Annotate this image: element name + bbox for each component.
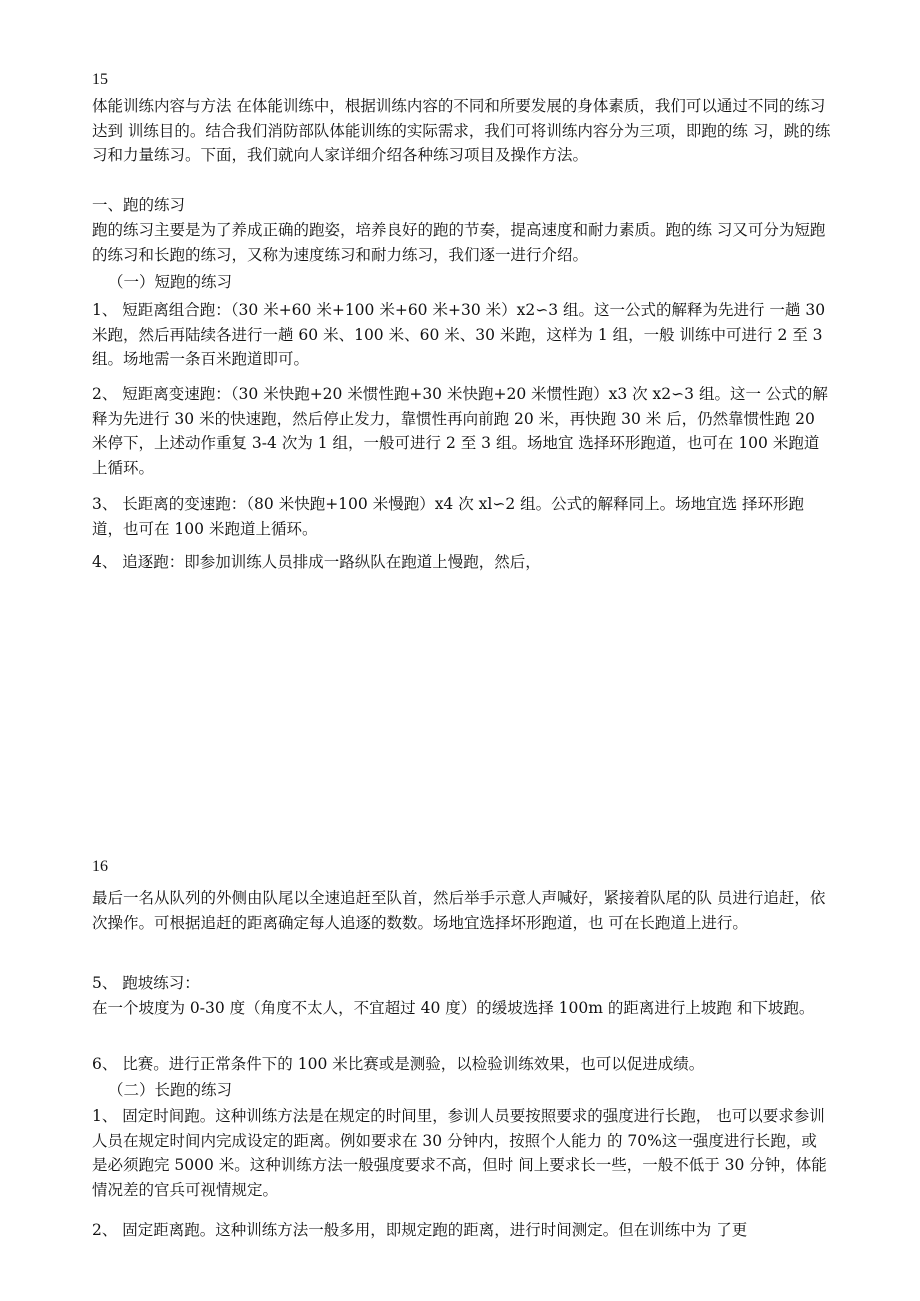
sprint-item-4: 4、 追逐跑：即参加训练人员排成一路纵队在跑道上慢跑，然后， [92, 553, 541, 571]
sprint-item-2: 2、 短距离变速跑：（30 米快跑+20 米惯性跑+30 米快跑+20 米惯性跑）x3 次 x2∽3 组。这一 公式的解释为先进行 30 米的快速跑，然后停止发力，靠惯性再向前跑 20 米，再快跑 30 米 后，仍然靠惯性跑 20 米停下，上述动作重复 3-4 次为 1 组，一般可进行 2 至 3 组。场地宜 选择环形跑道，也可在 100 米跑道上循环。 [92, 385, 828, 477]
page-number-2: 16 [92, 858, 108, 875]
sprint-item-5-body: 在一个坡度为 0-30 度（角度不太人，不宜超过 40 度）的缓坡选择 100m 的距离进行上坡跑 和下坡跑。 [92, 999, 815, 1017]
endurance-item-2: 2、 固定距离跑。这种训练方法一般多用，即规定跑的距离，进行时间测定。但在训练中为 了更 [92, 1221, 748, 1239]
sprint-item-5-title: 5、 跑坡练习： [92, 974, 200, 992]
chase-run-continuation: 最后一名从队列的外侧由队尾以全速追赶至队首，然后举手示意人声喊好，紧接着队尾的队 员进行追赶，依次操作。可根据追赶的距离确定每人追逐的数数。场地宜选择坏形跑道，也 可在长跑道上进行。 [92, 889, 826, 932]
sprint-item-3: 3、 长距离的变速跑：（80 米快跑+100 米慢跑）x4 次 xl∽2 组。公式的解释同上。场地宜选 择环形跑道，也可在 100 米跑道上循环。 [92, 495, 805, 538]
endurance-item-1: 1、 固定时间跑。这种训练方法是在规定的时间里，参训人员要按照要求的强度进行长跑， 也可以要求参训人员在规定时间内完成设定的距离。例如要求在 30 分钟内，按照个人能力 的 70%这一强度进行长跑，或是必须跑完 5000 米。这种训练方法一般强度要求不高，但时 间上要求长一些，一般不低于 30 分钟，体能情况差的官兵可视情规定。 [92, 1107, 827, 1199]
subsection-heading-endurance: （二）长跑的练习 [108, 1081, 233, 1099]
running-intro-paragraph: 跑的练习主要是为了养成正确的跑姿，培养良好的跑的节奏，提高速度和耐力素质。跑的练 习又可分为短跑的练习和长跑的练习，又称为速度练习和耐力练习，我们逐一进行介绍。 [92, 221, 826, 264]
sprint-item-1: 1、 短距离组合跑：（30 米+60 米+100 米+60 米+30 米）x2∽3 组。这一公式的解释为先进行 一趟 30 米跑，然后再陆续各进行一趟 60 米、100 米、60 米、30 米跑，这样为 1 组，一般 训练中可进行 2 至 3 组。场地需一条百米跑道即可。 [92, 301, 826, 368]
subsection-heading-sprint: （一）短跑的练习 [108, 273, 233, 291]
page-number: 15 [92, 71, 108, 88]
intro-paragraph: 体能训练内容与方法 在体能训练中，根据训练内容的不同和所要发展的身体素质，我们可以通过不同的练习达到 训练目的。结合我们消防部队体能训练的实际需求，我们可将训练内容分为三项，即跑的练 习，跳的练习和力量练习。下面，我们就向人家详细介绍各种练习项目及操作方法。 [92, 97, 831, 164]
sprint-item-6: 6、 比赛。进行正常条件下的 100 米比赛或是测验，以检验训练效果，也可以促进成绩。 [92, 1055, 705, 1073]
section-heading-running: 一、跑的练习 [92, 196, 186, 214]
